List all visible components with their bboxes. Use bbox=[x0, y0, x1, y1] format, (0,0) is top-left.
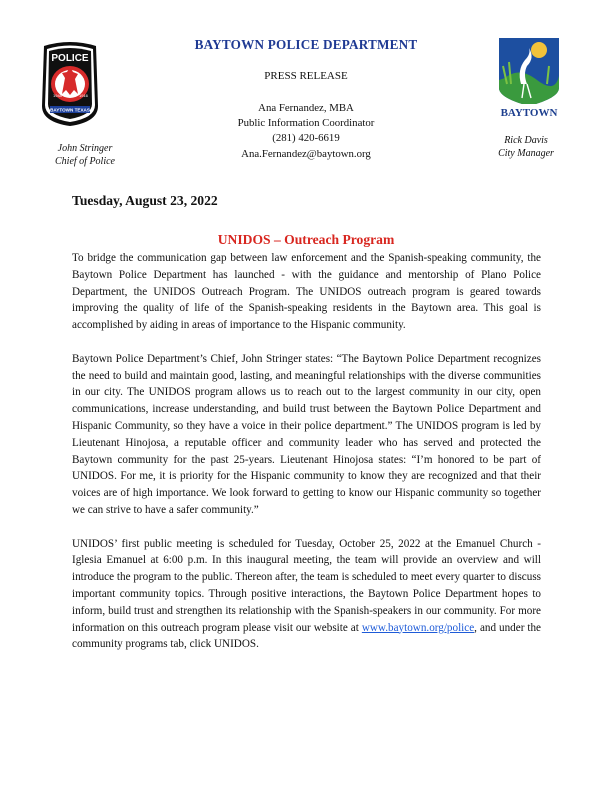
release-title: UNIDOS – Outreach Program bbox=[217, 232, 395, 247]
badge-bottom-text: BAYTOWN TEXAS bbox=[50, 107, 90, 113]
website-link[interactable]: www.baytown.org/police bbox=[361, 621, 475, 634]
badge-year-right: 1916 bbox=[79, 93, 88, 98]
paragraph-1: To bridge the communication gap between law enforcement and the Spanish-speaking community, the Baytown Police Department has launched - with the guidance and mentorship of Plano Police Department, the UNIDOS Outreach Program. The UNIDOS outreach program is geared towards improving the quality of life of the Spanish-speaking residents in the Baytown area. This goal is accomplished by aiding in areas of importance to the Hispanic community. bbox=[72, 252, 541, 332]
chief-caption bbox=[30, 142, 140, 168]
city-manager-name: Rick Davis bbox=[504, 135, 548, 146]
paragraph-3-text: UNIDOS’ first public meeting is scheduled for Tuesday, October 25, 2022 at the Emanuel Church - Iglesia Emanuel at 6:00 p.m. In this inaugural meeting, the team will provide an overview and will introduce the program to the public. Thereon after, the team is scheduled to meet every quarter to discuss important community topics. Through positive interactions, the Baytown Police Department hopes to inform, build trust and strengthen its relationship with the Spanish-speakers in our community. For more information on this outreach program please visit our website at bbox=[72, 537, 541, 634]
badge-year-left: 1948 bbox=[53, 93, 62, 98]
department-name: BAYTOWN POLICE DEPARTMENT bbox=[194, 37, 418, 52]
contact-title: Public Information Coordinator bbox=[237, 117, 375, 130]
paragraph-2: Baytown Police Department’s Chief, John Stringer states: “The Baytown Police Department recognizes the need to build and maintain good, lasting, and meaningful relationships with the diverse communities in our city. The UNIDOS program allows us to reach out to the largest community in our city, open communications, increase understanding, and build trust between the Baytown Police Department and Hispanic Community, so they have a voice in their police department.” The UNIDOS program is led by Lieutenant Hinojosa, a reputable officer and community leader who has served and protected the Baytown community for the past 25-years. Lieutenant Hinojosa states: “I’m honored to be part of UNIDOS. For me, it is priority for the Hispanic community to know they are recognized and that their voices are of high importance. We look forward to getting to know our Hispanic community so together we can strive to have a safer community.” bbox=[72, 352, 541, 516]
contact-phone: (281) 420-6619 bbox=[272, 132, 340, 145]
release-date: Tuesday, August 23, 2022 bbox=[72, 193, 218, 208]
city-manager-caption bbox=[484, 134, 568, 160]
paragraph-3-tail: , and under the community programs tab, click UNIDOS. bbox=[72, 621, 542, 651]
chief-name: John Stringer bbox=[57, 143, 113, 154]
paragraph-3 bbox=[72, 536, 541, 654]
press-release-label: PRESS RELEASE bbox=[264, 70, 348, 82]
release-body bbox=[72, 250, 541, 670]
baytown-city-logo bbox=[497, 36, 561, 120]
contact-email: Ana.Fernandez@baytown.org bbox=[241, 147, 371, 160]
contact-name: Ana Fernandez, MBA bbox=[258, 102, 354, 114]
police-badge-logo bbox=[38, 40, 102, 128]
badge-top-text: POLICE bbox=[51, 53, 89, 64]
contact-block bbox=[150, 101, 462, 162]
city-logo-text: BAYTOWN bbox=[500, 107, 558, 119]
city-manager-title: City Manager bbox=[498, 148, 554, 159]
chief-title: Chief of Police bbox=[55, 156, 115, 167]
